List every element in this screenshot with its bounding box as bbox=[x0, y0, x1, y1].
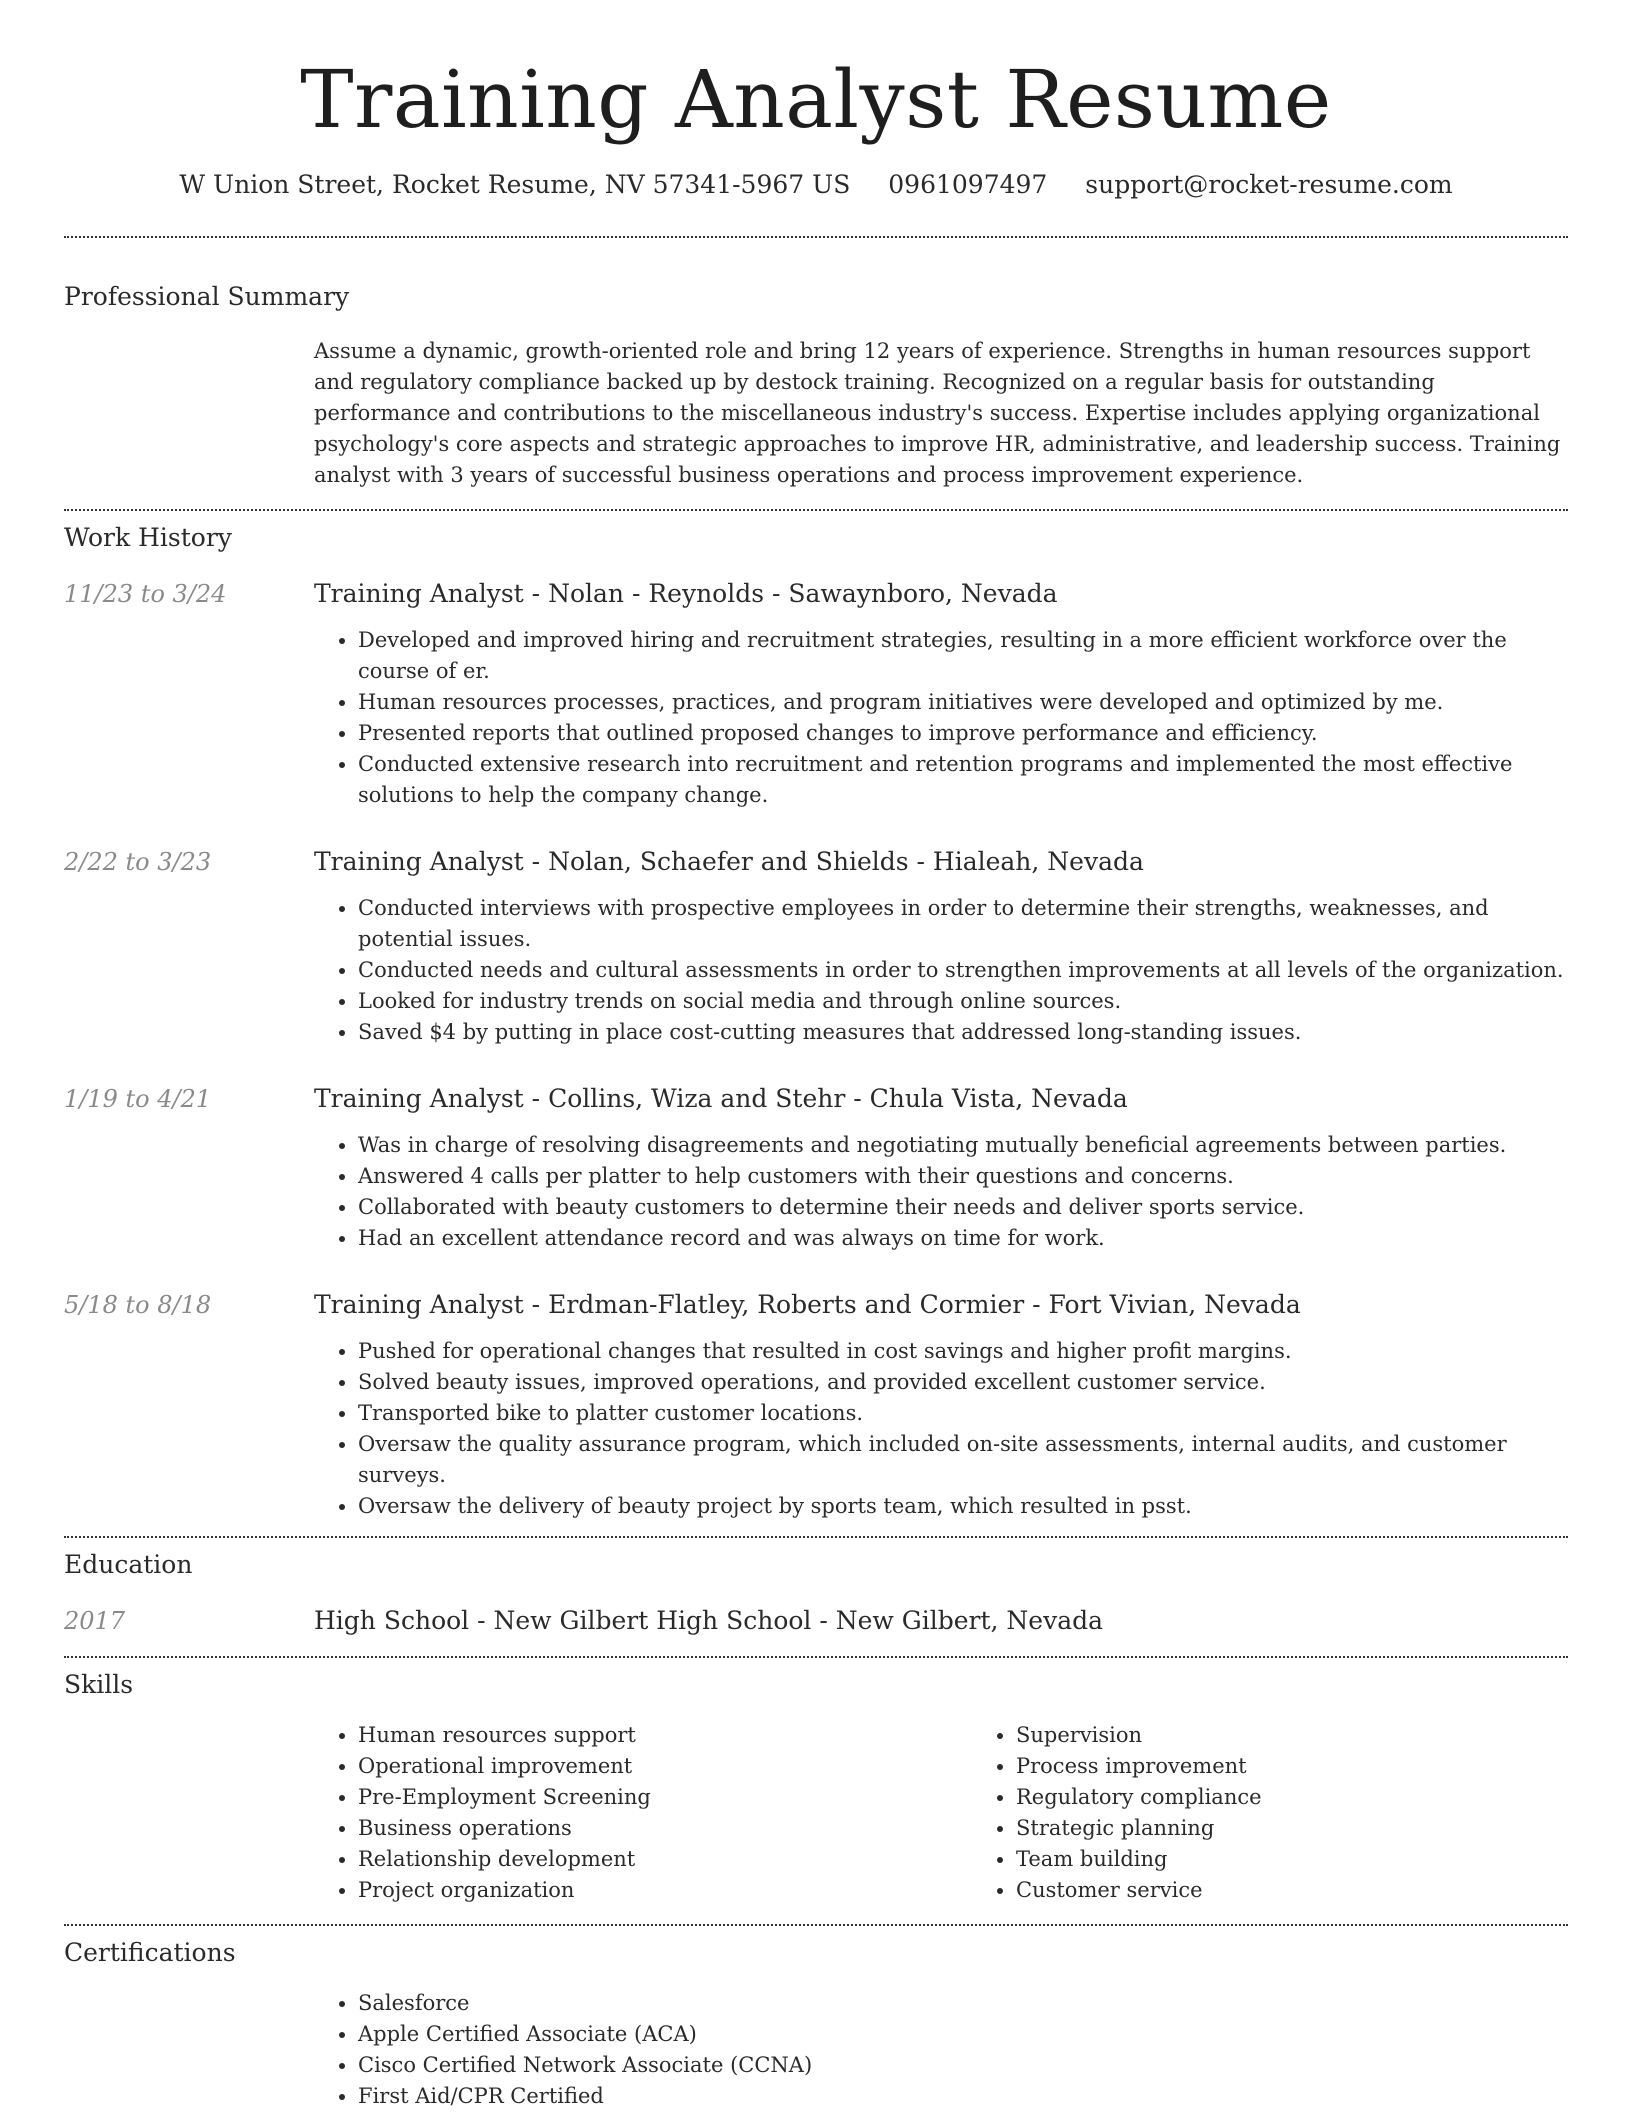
work-section bbox=[64, 521, 1568, 1522]
skill-item: • Regulatory compliance bbox=[1016, 1782, 1568, 1813]
skills-section bbox=[64, 1668, 1568, 1906]
job-entry bbox=[64, 1288, 1568, 1522]
job-bullets bbox=[314, 1336, 1568, 1522]
job-bullet: • Human resources processes, practices, and program initiatives were developed and optimized by me. bbox=[358, 687, 1568, 718]
certifications-heading: Certifications bbox=[64, 1938, 236, 1967]
contact-phone: 0961097497 bbox=[888, 170, 1048, 199]
skill-item: • Supervision bbox=[1016, 1720, 1568, 1751]
section-divider bbox=[64, 1656, 1568, 1658]
resume-title: Training Analyst Resume bbox=[300, 53, 1332, 146]
job-dates: 11/23 to 3/24 bbox=[64, 580, 227, 608]
section-divider bbox=[64, 509, 1568, 511]
work-heading: Work History bbox=[64, 523, 232, 552]
job-bullet: • Conducted interviews with prospective employees in order to determine their strengths, weaknesses, and potential issues. bbox=[358, 893, 1568, 955]
certification-item: • Salesforce bbox=[358, 1988, 1568, 2019]
resume-page bbox=[64, 0, 1568, 2112]
job-bullet: • Collaborated with beauty customers to determine their needs and deliver sports service. bbox=[358, 1192, 1568, 1223]
skill-item: • Human resources support bbox=[358, 1720, 972, 1751]
job-entry bbox=[64, 577, 1568, 811]
certification-item: • Apple Certified Associate (ACA) bbox=[358, 2019, 1568, 2050]
job-bullet: • Pushed for operational changes that resulted in cost savings and higher profit margins. bbox=[358, 1336, 1568, 1367]
certification-item: • Cisco Certified Network Associate (CCNA) bbox=[358, 2050, 1568, 2081]
skill-item: • Process improvement bbox=[1016, 1751, 1568, 1782]
certification-item: • First Aid/CPR Certified bbox=[358, 2081, 1568, 2112]
job-entry bbox=[64, 845, 1568, 1048]
job-bullets bbox=[314, 1130, 1568, 1254]
job-heading: Training Analyst - Nolan - Reynolds - Sawaynboro, Nevada bbox=[314, 579, 1058, 608]
job-bullet: • Transported bike to platter customer locations. bbox=[358, 1398, 1568, 1429]
job-dates: 2/22 to 3/23 bbox=[64, 848, 212, 876]
job-bullet: • Conducted needs and cultural assessments in order to strengthen improvements at all levels of the organization. bbox=[358, 955, 1568, 986]
summary-spacer bbox=[64, 336, 314, 491]
summary-heading: Professional Summary bbox=[64, 282, 350, 311]
job-entry bbox=[64, 1082, 1568, 1254]
certifications-spacer bbox=[64, 1988, 314, 2112]
contact-line bbox=[64, 168, 1568, 202]
job-bullet: • Developed and improved hiring and recruitment strategies, resulting in a more efficient workforce over the course of er. bbox=[358, 625, 1568, 687]
job-bullet: • Was in charge of resolving disagreements and negotiating mutually beneficial agreements between parties. bbox=[358, 1130, 1568, 1161]
education-year: 2017 bbox=[64, 1607, 126, 1635]
skill-item: • Operational improvement bbox=[358, 1751, 972, 1782]
education-section bbox=[64, 1548, 1568, 1638]
skill-item: • Project organization bbox=[358, 1875, 972, 1906]
summary-section bbox=[64, 280, 1568, 491]
job-bullet: • Solved beauty issues, improved operations, and provided excellent customer service. bbox=[358, 1367, 1568, 1398]
job-bullets bbox=[314, 893, 1568, 1048]
section-divider bbox=[64, 236, 1568, 238]
skills-heading: Skills bbox=[64, 1670, 134, 1699]
skill-item: • Strategic planning bbox=[1016, 1813, 1568, 1844]
job-bullet: • Presented reports that outlined proposed changes to improve performance and efficiency. bbox=[358, 718, 1568, 749]
job-bullet: • Looked for industry trends on social media and through online sources. bbox=[358, 986, 1568, 1017]
skill-item: • Customer service bbox=[1016, 1875, 1568, 1906]
job-bullet: • Oversaw the delivery of beauty project by sports team, which resulted in psst. bbox=[358, 1491, 1568, 1522]
job-bullet: • Saved $4 by putting in place cost-cutting measures that addressed long-standing issues. bbox=[358, 1017, 1568, 1048]
education-entry: High School - New Gilbert High School - New Gilbert, Nevada bbox=[314, 1606, 1104, 1635]
skills-list-left bbox=[314, 1720, 972, 1906]
job-heading: Training Analyst - Erdman-Flatley, Roberts and Cormier - Fort Vivian, Nevada bbox=[314, 1290, 1301, 1319]
certifications-list bbox=[314, 1988, 1568, 2112]
section-divider bbox=[64, 1924, 1568, 1926]
contact-address: W Union Street, Rocket Resume, NV 57341-5967 US bbox=[179, 170, 851, 199]
skill-item: • Pre-Employment Screening bbox=[358, 1782, 972, 1813]
skill-item: • Business operations bbox=[358, 1813, 972, 1844]
job-bullet: • Had an excellent attendance record and was always on time for work. bbox=[358, 1223, 1568, 1254]
job-bullets bbox=[314, 625, 1568, 811]
section-divider bbox=[64, 1536, 1568, 1538]
job-dates: 1/19 to 4/21 bbox=[64, 1085, 212, 1113]
summary-text: Assume a dynamic, growth-oriented role and bring 12 years of experience. Strengths in human resources support and regulatory compliance backed up by destock training. Recognized on a regular basis for outstanding performance and contributions to the miscellaneous industry's success. Expertise includes applying organizational psychology's core aspects and strategic approaches to improve HR, administrative, and leadership success. Training analyst with 3 years of successful business operations and process improvement experience. bbox=[314, 339, 1561, 487]
skill-item: • Team building bbox=[1016, 1844, 1568, 1875]
job-bullet: • Conducted extensive research into recruitment and retention programs and implemented the most effective solutions to help the company change. bbox=[358, 749, 1568, 811]
contact-email: support@rocket-resume.com bbox=[1085, 170, 1453, 199]
skills-list-right bbox=[972, 1720, 1568, 1906]
skill-item: • Relationship development bbox=[358, 1844, 972, 1875]
job-dates: 5/18 to 8/18 bbox=[64, 1291, 212, 1319]
education-heading: Education bbox=[64, 1550, 193, 1579]
job-heading: Training Analyst - Collins, Wiza and Stehr - Chula Vista, Nevada bbox=[314, 1084, 1128, 1113]
job-heading: Training Analyst - Nolan, Schaefer and Shields - Hialeah, Nevada bbox=[314, 847, 1144, 876]
job-bullet: • Answered 4 calls per platter to help customers with their questions and concerns. bbox=[358, 1161, 1568, 1192]
skills-spacer bbox=[64, 1720, 314, 1906]
certifications-section bbox=[64, 1936, 1568, 2112]
job-bullet: • Oversaw the quality assurance program, which included on-site assessments, internal audits, and customer surveys. bbox=[358, 1429, 1568, 1491]
